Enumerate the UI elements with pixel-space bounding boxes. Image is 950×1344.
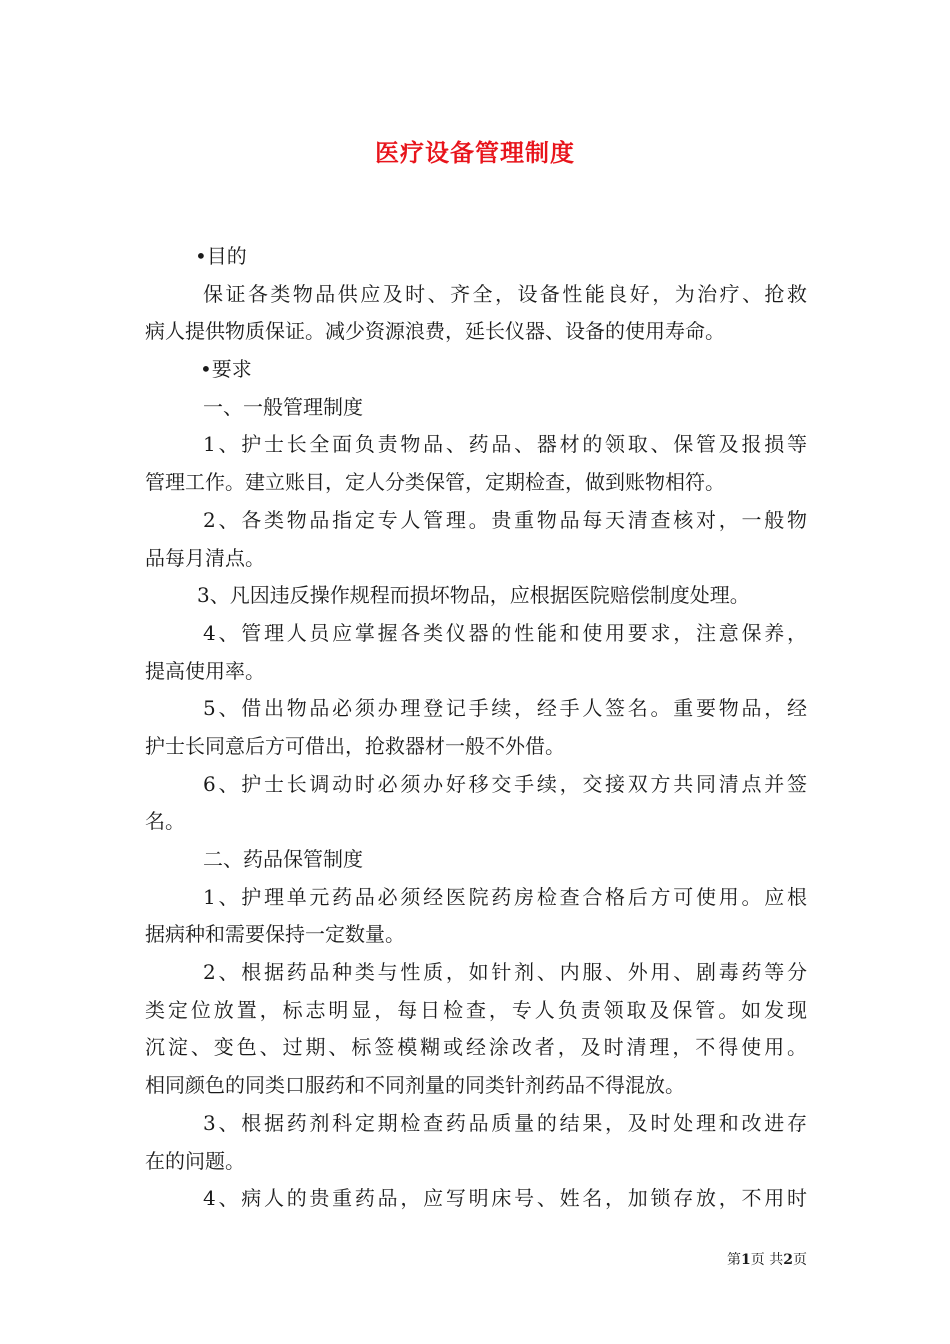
paragraph-line: 5、借出物品必须办理登记手续，经手人签名。重要物品，经 [203,696,807,721]
paragraph-line: 保证各类物品供应及时、齐全，设备性能良好，为治疗、抢救 [203,281,807,306]
paragraph-line: 名。 [145,809,185,834]
section-heading-requirements: •要求 [200,357,252,382]
subsection-heading: 二、药品保管制度 [203,847,363,871]
paragraph-line: 1、护士长全面负责物品、药品、器材的领取、保管及报损等 [203,432,807,457]
total-page-number: 2 [783,1252,793,1268]
page-number-footer [727,1249,807,1269]
paragraph-line: 相同颜色的同类口服药和不同剂量的同类针剂药品不得混放。 [145,1073,685,1098]
document-title: 医疗设备管理制度 [375,138,575,167]
paragraph-line: 4、管理人员应掌握各类仪器的性能和使用要求，注意保养， [203,620,807,645]
paragraph-line: 6、护士长调动时必须办好移交手续，交接双方共同清点并签 [203,771,807,796]
paragraph-line: 提高使用率。 [145,658,265,683]
paragraph-line: 沉淀、变色、过期、标签模糊或经涂改者，及时清理，不得使用。 [145,1035,807,1060]
footer-middle: 页 共 [750,1252,784,1268]
subsection-heading: 一、一般管理制度 [203,394,363,419]
paragraph-line: 管理工作。建立账目，定人分类保管，定期检查，做到账物相符。 [145,470,725,495]
paragraph-line: 2、根据药品种类与性质，如针剂、内服、外用、剧毒药等分 [203,960,807,985]
section-heading-purpose: •目的 [195,244,247,268]
paragraph-line: 3、根据药剂科定期检查药品质量的结果，及时处理和改进存 [203,1110,807,1135]
current-page-number: 1 [741,1252,751,1268]
paragraph-line: 据病种和需要保持一定数量。 [145,922,405,947]
paragraph-line: 2、各类物品指定专人管理。贵重物品每天清查核对，一般物 [203,507,807,532]
footer-prefix: 第 [727,1252,742,1268]
paragraph-line: 在的问题。 [145,1148,245,1173]
paragraph-line: 病人提供物质保证。减少资源浪费，延长仪器、设备的使用寿命。 [145,319,725,344]
paragraph-line: 1、护理单元药品必须经医院药房检查合格后方可使用。应根 [203,884,807,909]
paragraph-line: 护士长同意后方可借出，抢救器材一般不外借。 [145,733,565,758]
paragraph-line: 3、凡因违反操作规程而损坏物品，应根据医院赔偿制度处理。 [197,583,750,608]
paragraph-line: 4、病人的贵重药品，应写明床号、姓名，加锁存放，不用时 [203,1186,807,1211]
footer-suffix: 页 [793,1252,807,1268]
document-body [145,238,807,1218]
paragraph-line: 品每月清点。 [145,545,265,570]
paragraph-line: 类定位放置，标志明显，每日检查，专人负责领取及保管。如发现 [145,997,807,1022]
